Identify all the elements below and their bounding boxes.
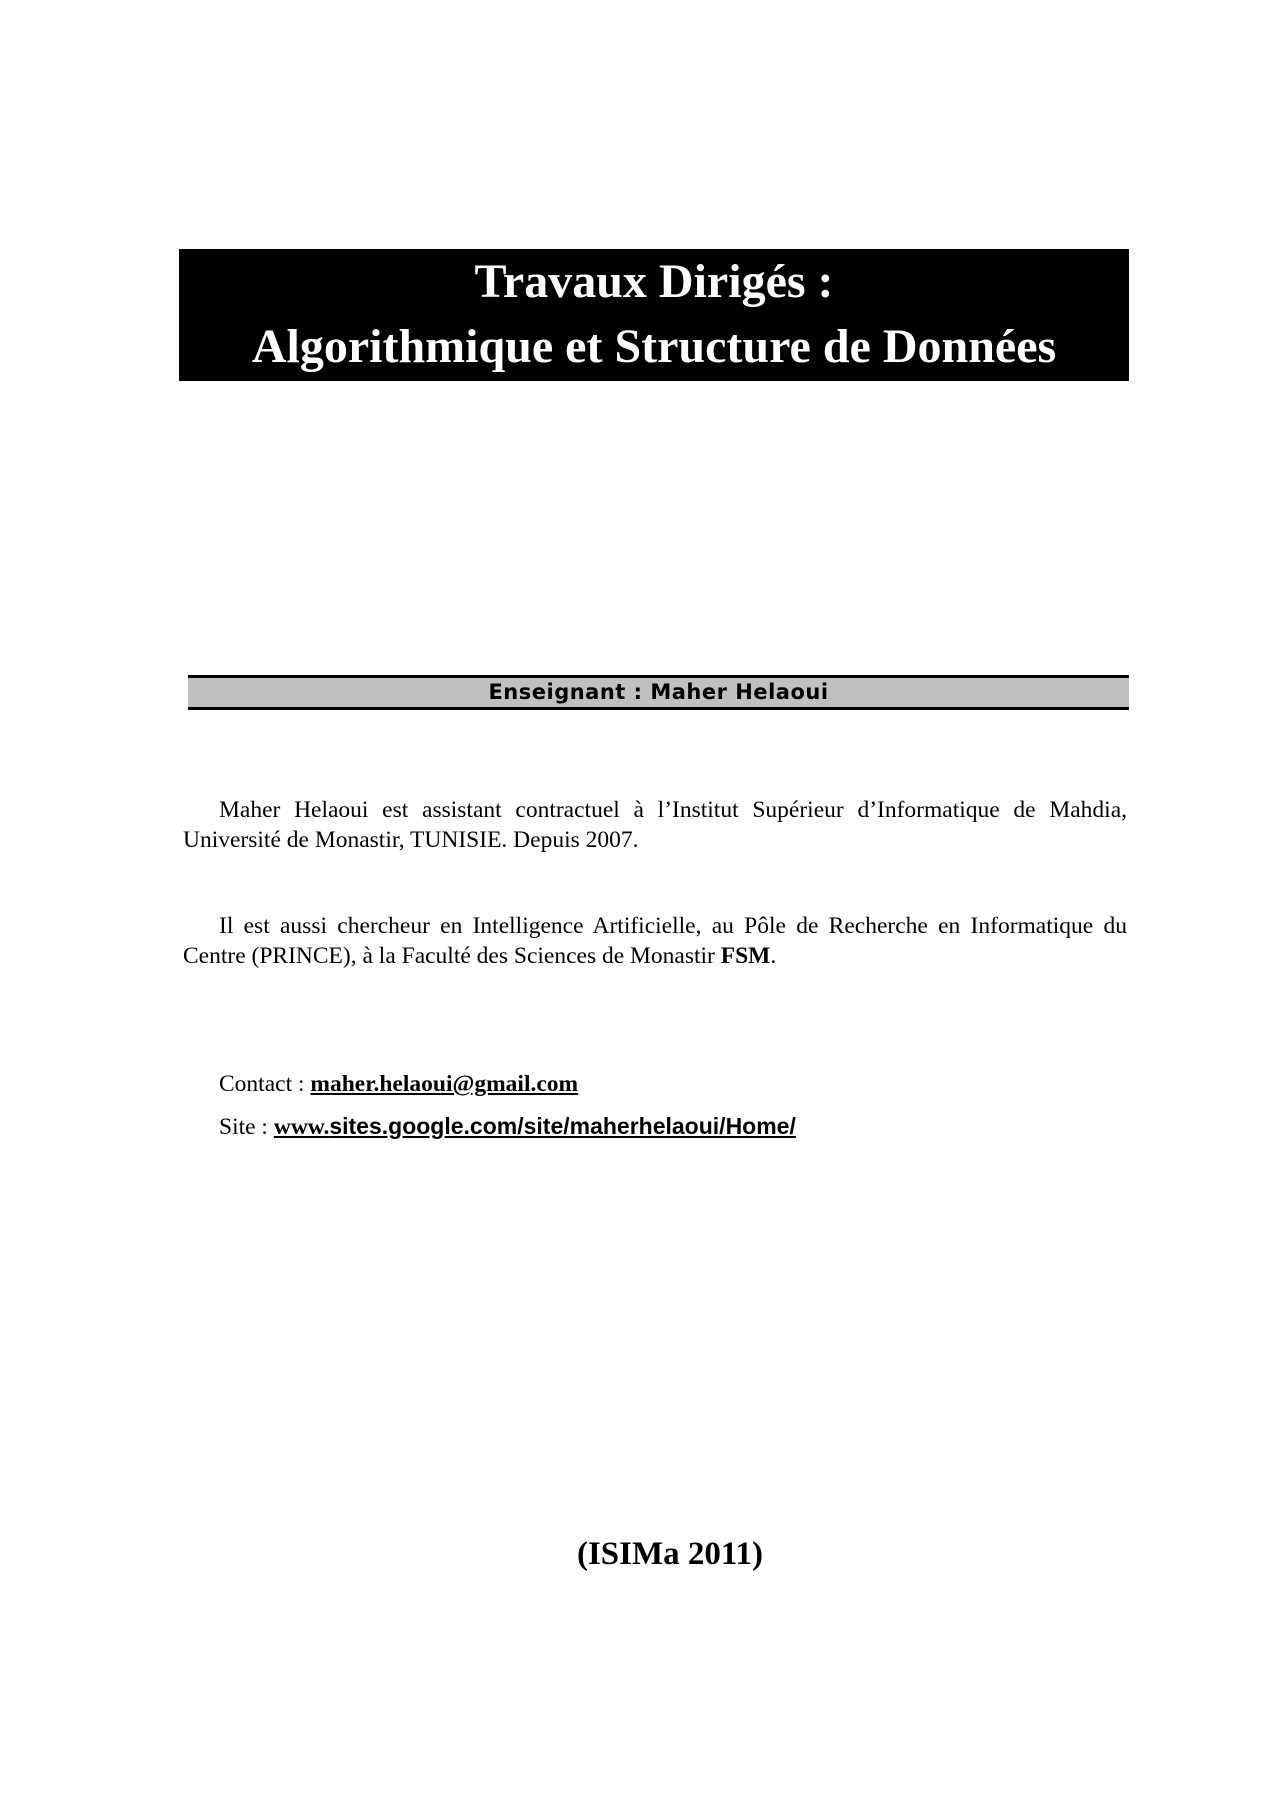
contact-line [219, 1069, 578, 1099]
site-link-prefix[interactable]: www. [273, 1114, 330, 1140]
title-line-1: Travaux Dirigés : [474, 255, 834, 308]
title-line-2: Algorithmique et Structure de Données [251, 320, 1057, 373]
fsm-abbreviation: FSM [720, 943, 771, 969]
site-label: Site : [219, 1114, 274, 1140]
email-link[interactable]: maher.helaoui@gmail.com [310, 1071, 579, 1097]
bio-paragraph-1 [183, 795, 1127, 855]
site-line [219, 1111, 796, 1142]
title-banner [179, 249, 1129, 381]
teacher-label: Enseignant : Maher Helaoui [488, 680, 829, 704]
bio-paragraph-2-end: . [770, 943, 777, 969]
bio-paragraph-1-text: Maher Helaoui est assistant contractuel à l’Institut Supérieur d’Informatique de Mahdia, Université de Monastir, TUNISIE. Depuis 2007. [183, 797, 1127, 853]
site-link[interactable]: sites.google.com/site/maherhelaoui/Home/ [329, 1113, 796, 1139]
footer-year: (ISIMa 2011) [576, 1536, 764, 1572]
bio-paragraph-2 [183, 911, 1127, 971]
teacher-banner [188, 675, 1129, 710]
bio-paragraph-2-text: Il est aussi chercheur en Intelligence Artificielle, au Pôle de Recherche en Informatique du Centre (PRINCE), à la Faculté des Sciences de Monastir [183, 913, 1127, 969]
contact-label: Contact : [219, 1071, 311, 1097]
